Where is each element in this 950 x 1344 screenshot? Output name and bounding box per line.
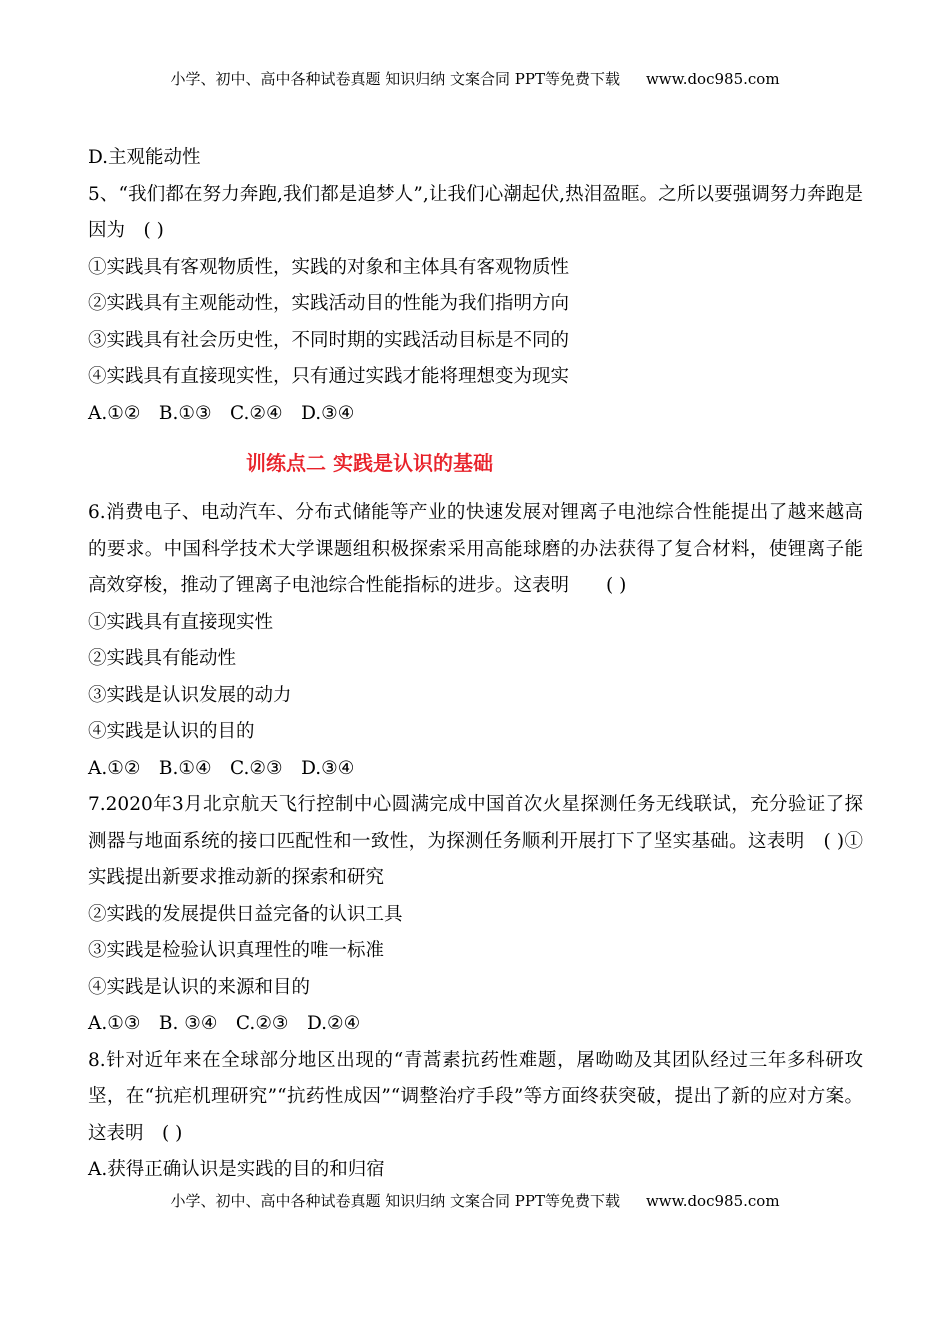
q7-stem: 7.2020年3月北京航天飞行控制中心圆满完成中国首次火星探测任务无线联试，充分验证了探测器与地面系统的接口匹配性和一致性，为探测任务顺利开展打下了坚实基础。这表明 ( )① 实践提出新要求推动新的探索和研究 (88, 794, 863, 888)
q5-item-1: ①实践具有客观物质性，实践的对象和主体具有客观物质性 (88, 256, 570, 278)
section-title: 训练点二 实践是认识的基础 (246, 451, 493, 475)
q8-stem: 8.针对近年来在全球部分地区出现的“青蒿素抗药性难题，屠呦呦及其团队经过三年多科研攻坚，在“抗疟机理研究”“抗药性成因”“调整治疗手段”等方面终获突破，提出了新的应对方案。这表明 ( ) (88, 1049, 863, 1144)
q7-item-3: ③实践是检验认识真理性的唯一标准 (88, 940, 385, 961)
q7-item-4: ④实践是认识的来源和目的 (88, 976, 311, 998)
q6-item-1: ①实践具有直接现实性 (88, 611, 274, 633)
q4-option-d: D.主观能动性 (88, 147, 201, 168)
footer-text: 小学、初中、高中各种试卷真题 知识归纳 文案合同 PPT等免费下载 (170, 1192, 620, 1210)
q5-item-4: ④实践具有直接现实性，只有通过实践才能将理想变为现实 (88, 366, 570, 387)
q8-option-a: A.获得正确认识是实践的目的和归宿 (88, 1159, 385, 1180)
page-header (0, 68, 950, 89)
q6-stem: 6.消费电子、电动汽车、分布式储能等产业的快速发展对锂离子电池综合性能提出了越来越高的要求。中国科学技术大学课题组积极探索采用高能球磨的办法获得了复合材料，使锂离子能高效穿梭，推动了锂离子电池综合性能指标的进步。这表明 ( ) (88, 502, 863, 596)
page-footer (0, 1190, 950, 1211)
header-text: 小学、初中、高中各种试卷真题 知识归纳 文案合同 PPT等免费下载 (170, 70, 620, 88)
footer-site: www.doc985.com (645, 1192, 780, 1210)
q6-item-2: ②实践具有能动性 (88, 648, 237, 669)
q7-item-2: ②实践的发展提供日益完备的认识工具 (88, 903, 403, 925)
q6-choices: A.①② B.①④ C.②③ D.③④ (88, 757, 355, 779)
document-body (88, 140, 863, 1189)
q5-choices: A.①② B.①③ C.②④ D.③④ (88, 402, 355, 424)
q7-choices: A.①③ B. ③④ C.②③ D.②④ (88, 1013, 361, 1034)
q5-item-2: ②实践具有主观能动性，实践活动目的性能为我们指明方向 (88, 293, 570, 314)
q6-item-4: ④实践是认识的目的 (88, 721, 255, 742)
header-site: www.doc985.com (645, 70, 780, 88)
q5-item-3: ③实践具有社会历史性，不同时期的实践活动目标是不同的 (88, 329, 570, 351)
q6-item-3: ③实践是认识发展的动力 (88, 684, 292, 706)
q5-stem: 5、“我们都在努力奔跑,我们都是追梦人”,让我们心潮起伏,热泪盈眶。之所以要强调努力奔跑是因为 ( ) (88, 183, 863, 241)
